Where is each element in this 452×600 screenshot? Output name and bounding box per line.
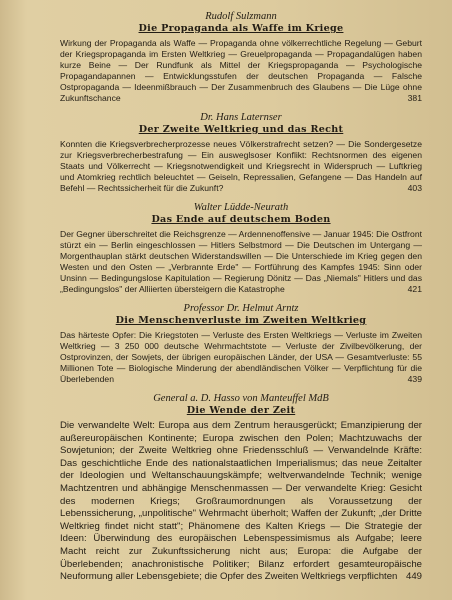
entry-page-number: 421: [407, 284, 422, 294]
entry-title: Das Ende auf deutschem Boden: [151, 214, 331, 225]
toc-entry-manteuffel: [60, 392, 422, 584]
entry-summary-text: Das härteste Opfer: Die Kriegstoten — Verluste des Ersten Weltkriegs — Verluste im Zweiten Weltkrieg — 3 250 000 deutsche Wehrmachtstote — Verluste der Zivilbevölkerung, der Ostprovinzen, der Sowjets, der übrigen europäischen Länder, der USA — Gesamtverluste: 55 Millionen Tote — Biologische Minderung der abendländischen Völker — Verpflichtung für die Überlebenden: [60, 330, 422, 384]
entry-page-number: 439: [407, 374, 422, 384]
entry-summary: [60, 139, 422, 194]
entry-summary: [60, 229, 422, 295]
entry-author: Professor Dr. Helmut Arntz: [183, 303, 299, 314]
toc-entry-arntz: [60, 302, 422, 385]
entry-author: Walter Lüdde-Neurath: [193, 202, 289, 213]
entry-author: Dr. Hans Laternser: [200, 112, 282, 123]
entry-page-number: 381: [407, 93, 422, 103]
entry-summary-text: Konnten die Kriegsverbrecherprozesse neues Völkerstrafrecht setzen? — Die Sondergesetze zur Kriegsverbrecherbestrafung — Ein ausweglsoser Konflikt: Rechtsnormen des eigenen Staats und Völkerrecht — Kriegsnotwendigkeit und Kriegsrecht in Widerspruch — Luftkrieg und Atomkrieg rechtlich beleuchtet — Geiseln, Repressalien, Gefangene — Das Handeln auf Befehl — Rechtssicherheit für die Zukunft?: [60, 139, 422, 193]
entry-summary-text: Der Gegner überschreitet die Reichsgrenze — Ardennenoffensive — Januar 1945: Die Ostfront stürzt ein — Berlin eingeschlossen — Hitlers Selbstmord — Die Deutschen im Untergang — Morgenthauplan stärkt deutschen Widerstandswillen — Die Unterschiede im Krieg gegen den Westen und den Osten — „Verbrannte Erde" — Fortführung des Kampfes 1945: Sinn oder Unsinn — Bedingungslose Kapitulation — Regierung Dönitz — Das „Niemals" Hitlers und das „Bedingungslos" der Alliierten übersteigern die Katastrophe: [60, 229, 422, 294]
entry-summary: [60, 38, 422, 104]
entry-title: Die Menschenverluste im Zweiten Weltkrieg: [115, 315, 367, 326]
toc-entry-luedde-neurath: [60, 201, 422, 295]
entry-summary-text: Die verwandelte Welt: Europa aus dem Zentrum herausgerückt; Emanzipierung der außereuropäischen Kontinente; Europa zwischen den Polen; Machtzuwachs der Sowjetunion; der Zweite Weltkrieg ohne Friedensschluß — Verwandelnde Kräfte: Das geschichtliche Ende des nationalstaatlichen Imperialismus; das neue Zeitalter der Ideologien und Weltanschauungskämpfe; weltverwandelnde Technik; wenige Machtzentren und abhängige Menschenmassen — Der verwandelte Krieg: Gesicht des modernen Kriegs; Großraumordnungen als Voraussetzung der Lebenssicherung, „unpolitische" Wehrmacht überholt; Waffen der Zukunft; „der Dritte Weltkrieg findet nicht statt"; Phänomene des Kalten Kriegs — Die Strategie der Ideen: Überwindung des europäischen Lebenspessimismus als Aufgabe; leere Macht reicht zur Zukunftssicherung nicht aus; Europa: die Aufgabe der Überlebenden; anachronistische Politiker; Bilanz erfordert gesamteuropäische Neuformung aller Lebensgebiete; die Opfer des Zweiten Weltkriegs verpflichten: [60, 420, 422, 583]
entry-author: Rudolf Sulzmann: [205, 11, 277, 22]
toc-entry-laternser: [60, 111, 422, 194]
entry-summary: [60, 420, 422, 584]
entry-page-number: 403: [407, 183, 422, 193]
entry-title: Die Wende der Zeit: [186, 405, 296, 416]
entry-author: General a. D. Hasso von Manteuffel MdB: [153, 393, 329, 404]
entry-page-number: 449: [405, 571, 422, 583]
entry-title: Der Zweite Weltkrieg und das Recht: [138, 124, 344, 135]
entry-summary: [60, 330, 422, 385]
entry-title: Die Propaganda als Waffe im Kriege: [138, 23, 344, 34]
entry-summary-text: Wirkung der Propaganda als Waffe — Propaganda ohne völkerrechtliche Regelung — Geburt der Kriegspropaganda im Ersten Weltkrieg — Greuelpropaganda — Propagandalügen haben kurze Beine — Der Rundfunk als Mittel der Kriegspropaganda — Psychologische Propagandapannen — Entwicklungsstufen der deutschen Propaganda — Falsche Ostpropaganda — Ideenmißbrauch — Der Zusammenbruch des Glaubens — Die Lüge ohne Zukunftschance: [60, 38, 422, 103]
toc-entry-sulzmann: [60, 10, 422, 104]
